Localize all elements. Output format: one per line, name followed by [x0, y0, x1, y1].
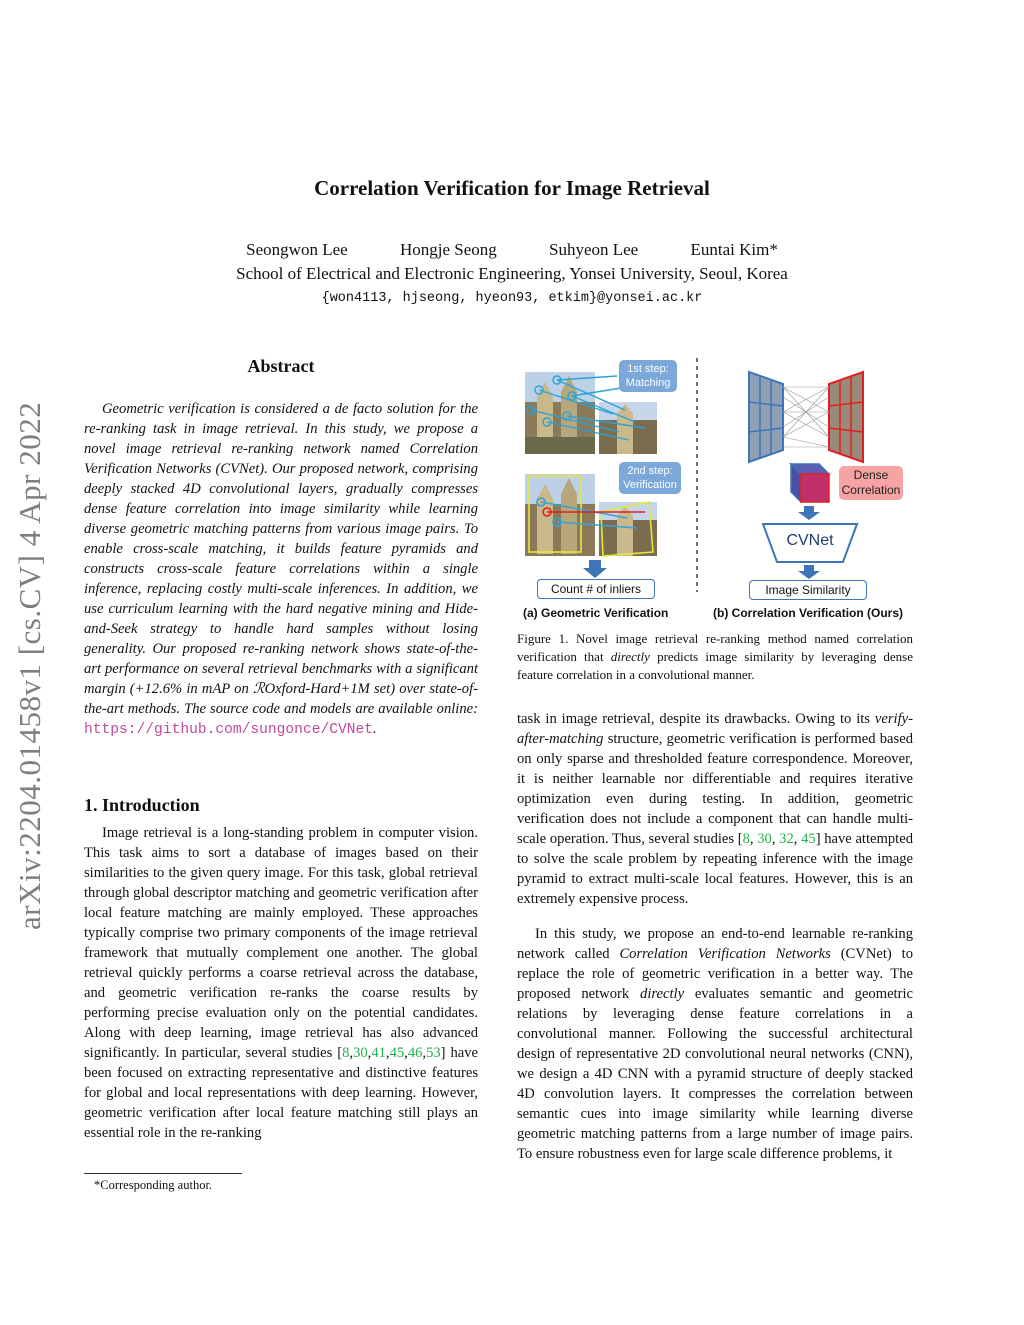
- citation[interactable]: 46: [407, 1045, 423, 1061]
- citation[interactable]: 32: [779, 831, 794, 847]
- citation[interactable]: 45: [801, 831, 816, 847]
- step1-title: 1st step:: [627, 363, 669, 375]
- citation[interactable]: 53: [426, 1045, 441, 1061]
- arrow-down-icon: [798, 506, 820, 520]
- footnote-rule: [84, 1173, 242, 1174]
- intro-p2-emphasis: verify-after-matching: [517, 711, 913, 747]
- intro-p3-emphasis: Correlation Verification Networks: [619, 946, 831, 962]
- github-link[interactable]: https://github.com/sungonce/CVNet: [84, 722, 374, 738]
- author-3: Suhyeon Lee: [548, 240, 639, 259]
- step2-badge: [619, 462, 681, 494]
- caption-text-cont: predicts image similarity by leveraging dense feature correlation in a convolutional manner.: [517, 649, 913, 682]
- footnote: *Corresponding author.: [94, 1178, 213, 1192]
- dense-subtitle: Correlation: [841, 483, 901, 497]
- correlation-lines: [783, 387, 829, 447]
- dense-correlation-badge: [839, 466, 903, 500]
- intro-paragraph-1: [84, 823, 478, 1143]
- intro-p3-text: In this study, we propose an end-to-end learnable re-ranking network called: [517, 926, 913, 962]
- step1-subtitle: Matching: [625, 377, 671, 389]
- intro-p2-text-end: ] have attempted to solve the scale problem by repeating inference with the image pyramid to extract multi-scale local features. However, this is an extremely expensive process.: [517, 831, 913, 907]
- intro-p3-text-end: evaluates semantic and geometric relations by leveraging dense feature correlations in a convolutional manner. Following the successful architectural design of representative 2D convolutional neural networks (CNN), we design a 4D CNN with a pyramid structure of deeply stacked 4D convolution layers. It compresses the correlation between semantic cues into image similarity while learning diverse geometric matching patterns from a large number of image pairs. To ensure robustness even for large scale difference problems, it: [517, 986, 913, 1162]
- caption-emphasis: directly: [610, 649, 650, 664]
- author-emails: {won4113, hjseong, hyeon93, etkim}@yonsei.ac.kr: [321, 291, 703, 306]
- intro-p2: task in image retrieval, despite its drawbacks. Owing to its verify-after-matching structure, geometric verification is performed based on only sparse and thresholded feature correspondence. Moreover, it is neither learnable nor differentiable and requires iterative optimization even during testing. In addition, geometric verification does not include a component that can handle multi-scale operation. Thus, several studies [8, 30, 32, 45] have attempted to solve the scale problem by repeating inference with the image pyramid to extract multi-scale local features. However, this is an extremely expensive process.: [517, 711, 913, 907]
- caption-text: Figure 1. Novel image retrieval re-ranking method named correlation verification that: [517, 631, 913, 664]
- step2-subtitle: Verification: [623, 479, 677, 491]
- citation[interactable]: 30: [353, 1045, 368, 1061]
- intro-right-column: [517, 709, 913, 1164]
- feature-grid-blue: [749, 372, 783, 462]
- abstract-end: .: [373, 721, 377, 737]
- feature-grid-red: [829, 372, 863, 462]
- abstract-heading: Abstract: [247, 356, 315, 376]
- figure-1-caption: [517, 630, 913, 684]
- citation[interactable]: 41: [371, 1045, 386, 1061]
- arrow-down-icon: [583, 560, 607, 578]
- correlation-cube-icon: [791, 464, 829, 502]
- figure-label-b: (b) Correlation Verification (Ours): [713, 606, 904, 620]
- intro-p3-emphasis-2: directly: [640, 986, 685, 1002]
- intro-p1-text: Image retrieval is a long-standing problem in computer vision. This task aims to sort a database of images based on their similarities to the given query image. For this task, global retrieval through global descriptor matching and geometric verification after local feature matching are mainly employed. These approaches typically comprise two primary components of the image retrieval framework that mutually complement one another. The global retrieval quickly performs a coarse retrieval across the database, and geometric verification re-ranks the coarse results by performing precise evaluation only on the potential candidates. Along with deep learning, image retrieval has also advanced significantly. In particular, several studies [: [84, 825, 478, 1061]
- paper-title: Correlation Verification for Image Retrieval: [314, 176, 710, 200]
- arrow-down-icon: [798, 565, 820, 579]
- author-2: Hongje Seong: [399, 240, 497, 259]
- intro-p2-text-cont: structure, geometric verification is performed based on only sparse and thresholded feature correspondence. Moreover, it is neither learnable nor differentiable and requires iterative optimization even during testing. In addition, geometric verification does not include a component that can handle multi-scale operation. Thus, several studies [: [517, 731, 913, 847]
- intro-p1-text-cont: ] have been focused on extracting representative and distinctive features for global and local representations with deep learning. However, geometric verification after local feature matching still plays an essential role in the re-ranking: [84, 1045, 479, 1141]
- figure-label-a: (a) Geometric Verification: [523, 606, 669, 620]
- citation[interactable]: 45: [389, 1045, 405, 1061]
- step1-badge: [619, 360, 677, 392]
- author-1: Seongwon Lee: [246, 240, 348, 259]
- arxiv-stamp: arXiv:2204.01458v1 [cs.CV] 4 Apr 2022: [12, 401, 47, 930]
- abstract-body: Geometric verification is considered a de facto solution for the re-ranking task in image retrieval. In this study, we propose a novel image retrieval re-ranking network named Correlation Verification Networks (CVNet). Our proposed network, comprising deeply stacked 4D convolutional layers, gradually compresses dense feature correlation into image similarity while learning diverse geometric matching patterns from various image pairs. To enable cross-scale matching, it builds feature pyramids and constructs cross-scale feature correlations within a single inference, replacing costly multi-scale inferences. In addition, we use curriculum learning with the hard negative mining and Hide-and-Seek strategy to handle hard samples without losing generality. Our proposed re-ranking network shows state-of-the-art performance on several retrieval benchmarks with a significant margin (+12.6% in mAP on ℛOxford-Hard+1M set) over state-of-the-art methods. The source code and models are available online:: [84, 401, 478, 717]
- section-heading-introduction: 1. Introduction: [84, 795, 200, 815]
- step2-title: 2nd step:: [627, 465, 673, 477]
- citation[interactable]: 30: [757, 831, 772, 847]
- intro-p1: Image retrieval is a long-standing problem in computer vision. This task aims to sort a database of images based on their similarities to the given query image. For this task, global retrieval through global descriptor matching and geometric verification after local feature matching are mainly employed. These approaches typically comprise two primary components of the image retrieval framework that mutually complement one another. The global retrieval quickly performs a coarse retrieval across the database, and geometric verification re-ranks the coarse results by performing precise evaluation only on the potential candidates. Along with deep learning, image retrieval has also advanced significantly. In particular, several studies [8,30,41,45,46,53] have been focused on extracting representative and distinctive features for global and local representations with deep learning. However, geometric verification after local feature matching still plays an essential role in the re-ranking: [84, 825, 479, 1141]
- cvnet-label: CVNet: [786, 532, 834, 549]
- citation[interactable]: 8: [342, 1045, 350, 1061]
- figure-1: [517, 352, 913, 624]
- abstract-text: [84, 399, 478, 740]
- count-inliers-box: Count # of inliers: [537, 579, 655, 599]
- image-similarity-box: Image Similarity: [749, 580, 867, 600]
- affiliation: School of Electrical and Electronic Engineering, Yonsei University, Seoul, Korea: [236, 264, 788, 283]
- intro-p3-text-cont: (CVNet) to replace the role of geometric verification in a better way. The proposed network: [517, 946, 913, 1002]
- author-list: [0, 240, 1024, 260]
- intro-p3: [517, 924, 913, 1164]
- dense-title: Dense: [853, 468, 889, 482]
- citation[interactable]: 8: [742, 831, 750, 847]
- intro-p2-text: task in image retrieval, despite its drawbacks. Owing to its: [517, 711, 875, 727]
- author-4: Euntai Kim*: [690, 240, 778, 259]
